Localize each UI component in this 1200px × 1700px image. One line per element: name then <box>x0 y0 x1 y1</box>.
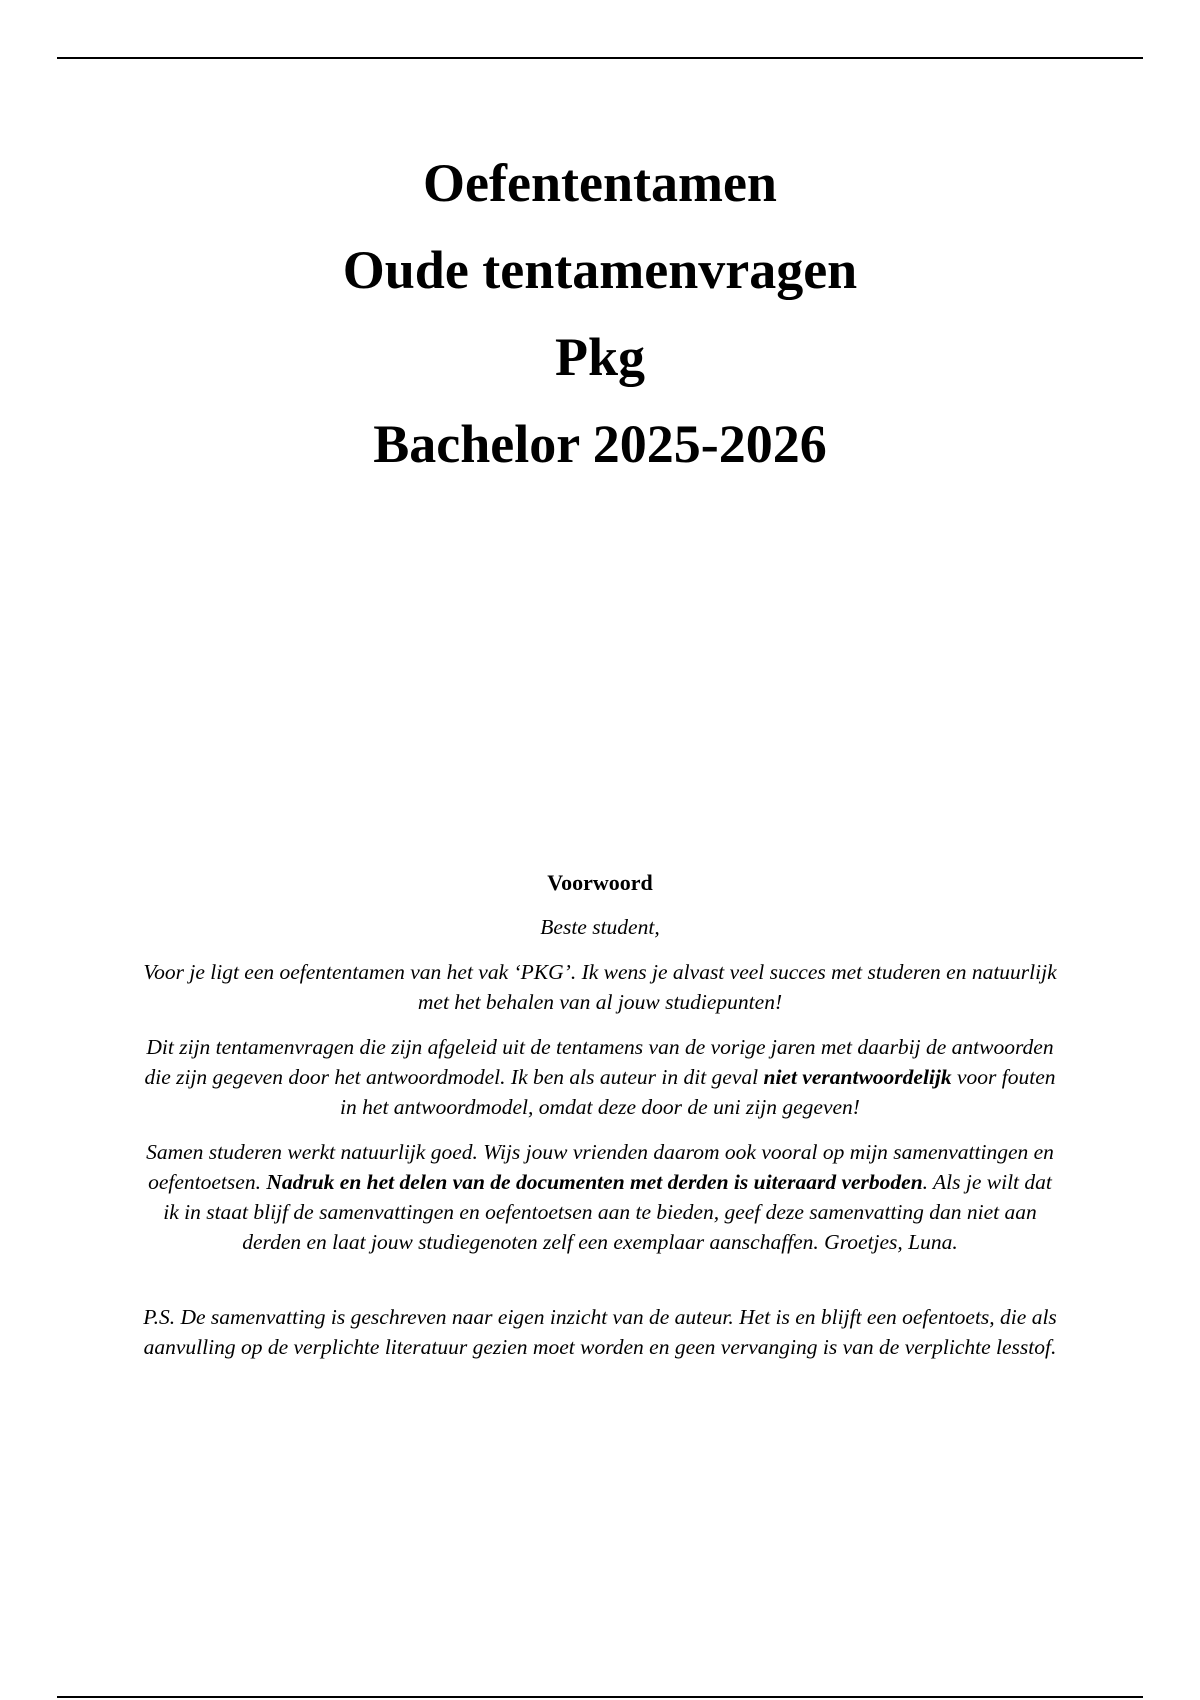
title-line-4: Bachelor 2025-2026 <box>373 414 827 474</box>
preface-heading: Voorwoord <box>547 870 653 895</box>
preface-paragraph-1: Voor je ligt een oefententamen van het vak ‘PKG’. Ik wens je alvast veel succes met studeren en natuurlijk met het behalen van al jouw studiepunten! <box>143 960 1057 1014</box>
title-line-3: Pkg <box>554 327 646 387</box>
preface-paragraph-3-text-a: Samen studeren werkt natuurlijk goed. Wijs jouw vrienden daarom ook vooral op mijn samenvattingen en oefentoetsen. <box>146 1140 1054 1194</box>
title-line-1: Oefententamen <box>423 153 777 213</box>
preface-paragraph-3 <box>140 1137 1060 1257</box>
title-block <box>0 140 1200 488</box>
preface-paragraph-2-emphasis: niet verantwoordelijk <box>763 1065 952 1089</box>
preface-paragraph-2 <box>140 1032 1060 1122</box>
preface-greeting: Beste student, <box>540 915 660 939</box>
preface-paragraph-3-text-b: . Als je wilt dat ik in staat blijf de samenvattingen en oefentoetsen aan te bieden, geef deze samenvatting dan niet aan derden en laat jouw studiegenoten zelf een exemplaar aanschaffen. Groetjes, Luna. <box>163 1170 1052 1254</box>
bottom-rule <box>57 1696 1143 1698</box>
preface-postscript: P.S. De samenvatting is geschreven naar eigen inzicht van de auteur. Het is en blijft een oefentoets, die als aanvulling op de verplichte literatuur gezien moet worden en geen vervanging is van de verplichte lesstof. <box>143 1305 1057 1359</box>
preface-paragraph-3-emphasis: Nadruk en het delen van de documenten met derden is uiteraard verboden <box>266 1170 923 1194</box>
title-line-2: Oude tentamenvragen <box>342 240 858 300</box>
top-rule <box>57 57 1143 59</box>
preface-paragraph-2-text-a: Dit zijn tentamenvragen die zijn afgeleid uit de tentamens van de vorige jaren met daarbij de antwoorden die zijn gegeven door het antwoordmodel. Ik ben als auteur in dit geval <box>144 1035 1054 1089</box>
preface-paragraph-2-text-b: voor fouten in het antwoordmodel, omdat deze door de uni zijn gegeven! <box>340 1065 1056 1119</box>
preface <box>140 868 1060 1377</box>
